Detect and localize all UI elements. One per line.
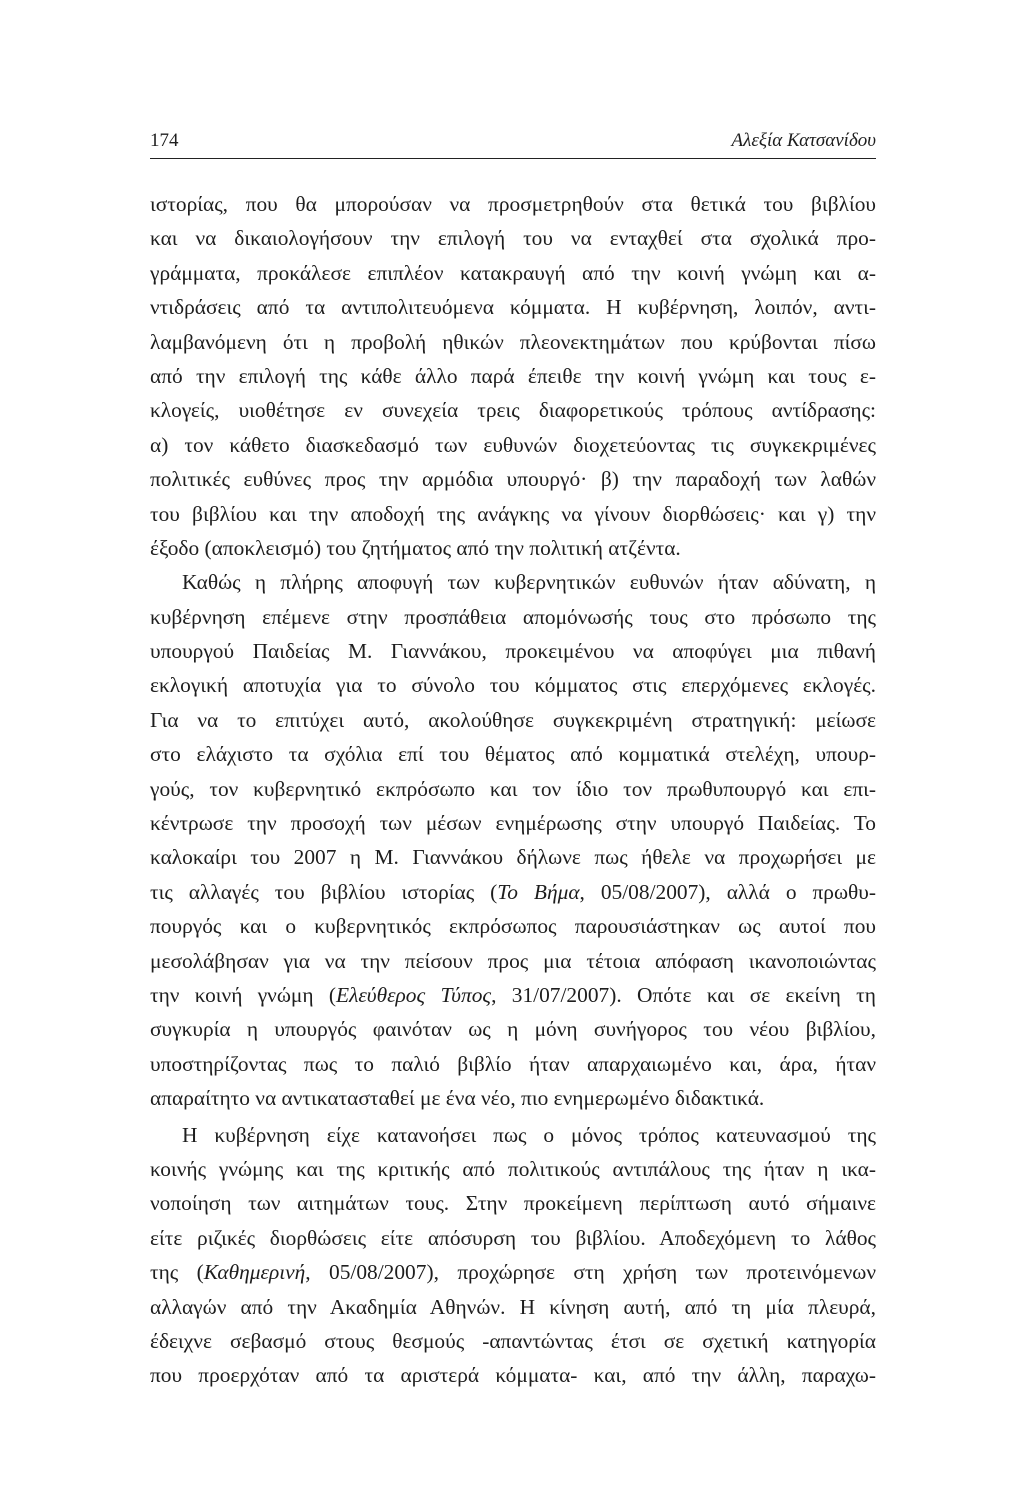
citation-title: Ελεύθερος Τύπος [336, 982, 492, 1007]
text-line: γούς, τον κυβερνητικό εκπρόσωπο και τον ίδιο τον πρωθυπουργό και επι- [150, 776, 876, 801]
citation-title: Το Βήμα [497, 879, 580, 904]
body-text [150, 187, 876, 1393]
text-line-with-citation [150, 978, 876, 1012]
text-segment: , 05/08/2007), προχώρησε στη χρήση των προτεινόμενων [305, 1260, 876, 1285]
text-segment: της ( [150, 1260, 204, 1285]
running-head-author: Αλεξία Κατσανίδου [731, 130, 876, 151]
text-line: Η κυβέρνηση είχε κατανοήσει πως ο μόνος τρόπος κατευνασμού της [182, 1122, 876, 1147]
text-line: ντιδράσεις από τα αντιπολιτευόμενα κόμματα. Η κυβέρνηση, λοιπόν, αντι- [150, 295, 876, 320]
text-line: απαραίτητο να αντικατασταθεί με ένα νέο, πιο ενημερωμένο διδακτικά. [150, 1086, 765, 1111]
text-segment: , 05/08/2007), αλλά ο πρωθυ- [579, 879, 877, 904]
text-line: στο ελάχιστο τα σχόλια επί του θέματος από κομματικά στελέχη, υπουρ- [150, 742, 876, 767]
text-line: από την επιλογή της κάθε άλλο παρά έπειθε την κοινή γνώμη και τους ε- [150, 363, 876, 388]
text-line: είτε ριζικές διορθώσεις είτε απόσυρση του βιβλίου. Αποδεχόμενη το λάθος [150, 1225, 876, 1250]
text-line: κλογείς, υιοθέτησε εν συνεχεία τρεις διαφορετικούς τρόπους αντίδρασης: [150, 398, 876, 423]
citation-title: Καθημερινή [203, 1260, 306, 1285]
text-line: υποστηρίζοντας πως το παλιό βιβλίο ήταν απαρχαιωμένο και, άρα, ήταν [150, 1051, 876, 1076]
text-line: κοινής γνώμης και της κριτικής από πολιτικούς αντιπάλους της ήταν η ικα- [150, 1156, 876, 1181]
text-line: υπουργού Παιδείας Μ. Γιαννάκου, προκειμένου να αποφύγει μια πιθανή [150, 639, 876, 664]
text-line-with-citation [150, 875, 876, 909]
text-line: γράμματα, προκάλεσε επιπλέον κατακραυγή από την κοινή γνώμη και α- [150, 260, 876, 285]
text-segment: την κοινή γνώμη ( [150, 982, 336, 1007]
text-line: ιστορίας, που θα μπορούσαν να προσμετρηθούν στα θετικά του βιβλίου [150, 192, 876, 216]
page-number: 174 [150, 130, 179, 151]
text-line: καλοκαίρι του 2007 η Μ. Γιαννάκου δήλωνε πως ήθελε να προχωρήσει με [150, 845, 876, 870]
book-page [150, 130, 876, 1393]
text-line: κυβέρνηση επέμενε στην προσπάθεια απομόνωσής τους στο πρόσωπο της [150, 604, 876, 629]
text-line: μεσολάβησαν για να την πείσουν προς μια τέτοια απόφαση ικανοποιώντας [150, 948, 876, 973]
running-head [150, 130, 876, 159]
text-line: συγκυρία η υπουργός φαινόταν ως η μόνη συνήγορος του νέου βιβλίου, [150, 1017, 876, 1042]
text-line: πουργός και ο κυβερνητικός εκπρόσωπος παρουσιάστηκαν ως αυτοί που [150, 914, 876, 939]
text-line: νοποίηση των αιτημάτων τους. Στην προκείμενη περίπτωση αυτό σήμαινε [150, 1191, 876, 1216]
paragraph-2 [150, 565, 876, 1115]
text-line: κέντρωσε την προσοχή των μέσων ενημέρωσης στην υπουργό Παιδείας. Το [150, 811, 876, 836]
text-line: α) τον κάθετο διασκεδασμό των ευθυνών διοχετεύοντας τις συγκεκριμένες [150, 432, 876, 457]
text-line: πολιτικές ευθύνες προς την αρμόδια υπουργό· β) την παραδοχή των λαθών [150, 467, 876, 492]
paragraph-1 [150, 187, 876, 565]
text-line: αλλαγών από την Ακαδημία Αθηνών. Η κίνηση αυτή, από τη μία πλευρά, [150, 1294, 876, 1319]
text-line: που προερχόταν από τα αριστερά κόμματα- και, από την άλλη, παραχω- [150, 1363, 876, 1388]
paragraph-3 [150, 1118, 876, 1393]
text-line: Καθώς η πλήρης αποφυγή των κυβερνητικών ευθυνών ήταν αδύνατη, η [182, 570, 876, 595]
text-line: και να δικαιολογήσουν την επιλογή του να ενταχθεί στα σχολικά προ- [150, 226, 876, 251]
text-line: λαμβανόμενη ότι η προβολή ηθικών πλεονεκτημάτων που κρύβονται πίσω [150, 329, 876, 354]
text-line: έδειχνε σεβασμό στους θεσμούς -απαντώντας έτσι σε σχετική κατηγορία [150, 1328, 876, 1353]
text-line: Για να το επιτύχει αυτό, ακολούθησε συγκεκριμένη στρατηγική: μείωσε [150, 707, 876, 732]
text-segment: , 31/07/2007). Οπότε και σε εκείνη τη [491, 982, 876, 1007]
text-line: εκλογική αποτυχία για το σύνολο του κόμματος στις επερχόμενες εκλογές. [150, 673, 876, 698]
text-segment: τις αλλαγές του βιβλίου ιστορίας ( [150, 879, 498, 904]
text-line-with-citation [150, 1255, 876, 1289]
text-line: έξοδο (αποκλεισμό) του ζητήματος από την πολιτική ατζέντα. [150, 535, 681, 560]
text-line: του βιβλίου και την αποδοχή της ανάγκης να γίνουν διορθώσεις· και γ) την [150, 501, 876, 526]
